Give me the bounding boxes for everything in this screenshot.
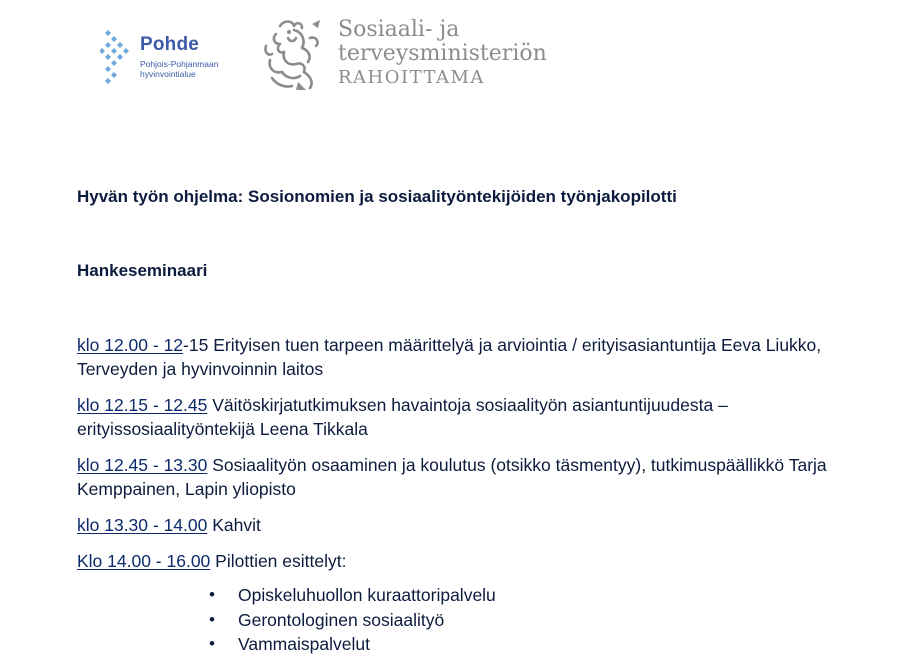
stm-line2: terveysministeriön [338,41,547,66]
list-item: • Opiskeluhuollon kuraattoripalvelu [209,583,847,608]
stm-text [338,18,547,90]
schedule-time-link[interactable]: klo 12.45 - 13.30 [77,455,208,475]
pohde-logo [100,28,230,88]
schedule-item [77,333,847,381]
lion-crest-icon [262,16,324,94]
schedule-item [77,513,847,537]
pilot-list [77,583,847,657]
stm-logo [262,14,552,94]
schedule-text: Väitöskirjatutkimuksen havaintoja sosiaalityön asiantuntijuudesta – erityissosiaalityöntekijä Leena Tikkala [77,395,728,439]
list-item: • Vammaispalvelut [209,632,847,657]
schedule-item [77,549,847,573]
stm-line3: RAHOITTAMA [338,67,485,88]
schedule-time-link[interactable]: klo 12.15 - 12.45 [77,395,208,415]
schedule-time-link[interactable]: Klo 14.00 - 16.00 [77,551,211,571]
pohde-subtitle [140,59,235,79]
schedule [77,333,847,657]
schedule-time-link[interactable]: klo 12.00 - 12 [77,335,184,355]
schedule-text: -15 Erityisen tuen tarpeen määrittelyä ja arviointia / erityisasiantuntija Eeva Liukko, Terveyden ja hyvinvoinnin laitos [77,335,822,379]
page-title: Hyvän työn ohjelma: Sosionomien ja sosiaalityöntekijöiden työnjakopilotti [77,187,677,206]
page-subtitle: Hankeseminaari [77,261,208,280]
schedule-item [77,393,847,441]
schedule-text: Kahvit [207,515,261,535]
pohde-name: Pohde [140,34,200,55]
schedule-item [77,453,847,501]
pohde-subtitle-line1: Pohjois-Pohjanmaan [140,59,219,69]
list-item: • Gerontologinen sosiaalityö [209,608,847,633]
schedule-text: Sosiaalityön osaaminen ja koulutus (otsikko täsmentyy), tutkimuspäällikkö Tarja Kemppainen, Lapin yliopisto [77,455,827,499]
stm-line1: Sosiaali- ja [338,17,460,42]
pohde-mark-icon [100,28,132,84]
pohde-subtitle-line2: hyvinvointialue [140,69,196,79]
schedule-time-link[interactable]: klo 13.30 - 14.00 [77,515,208,535]
schedule-text: Pilottien esittelyt: [210,551,347,571]
